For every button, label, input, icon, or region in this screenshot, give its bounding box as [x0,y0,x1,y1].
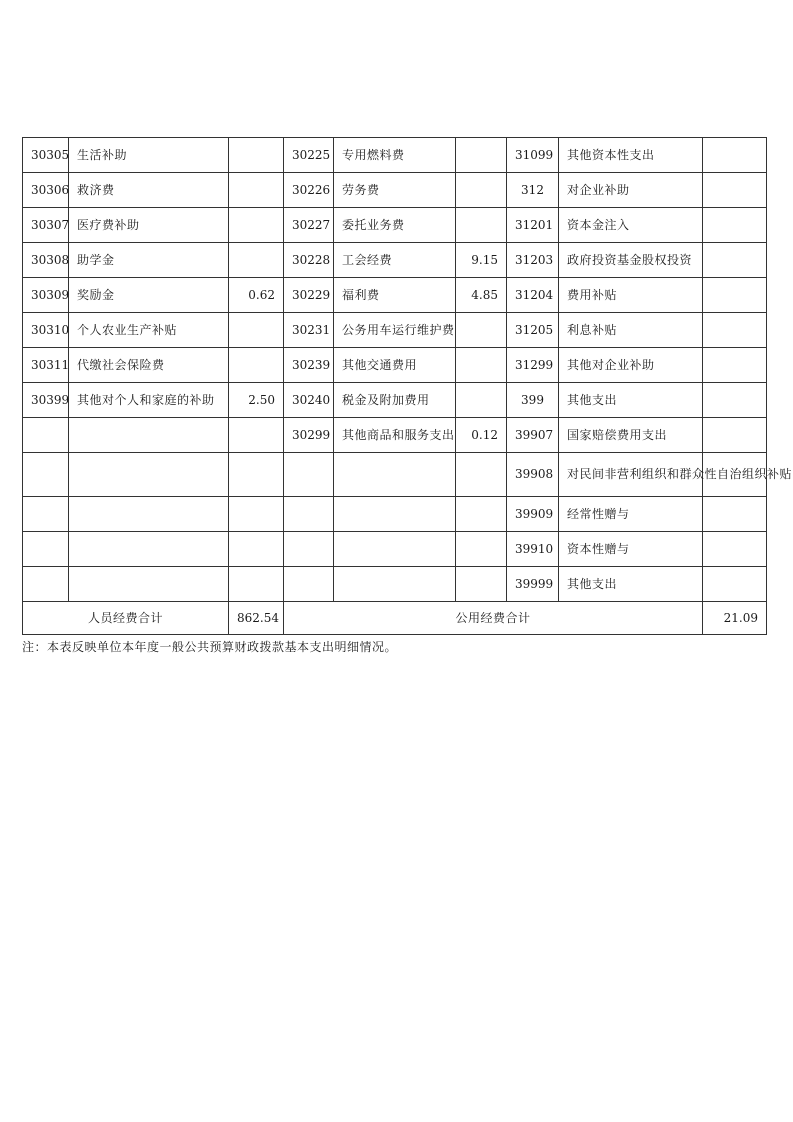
table-row [23,383,767,418]
code-1-cell: 30311 [23,348,69,383]
amount-1-cell [229,497,284,532]
name-2-cell: 劳务费 [334,173,456,208]
name-2-cell: 专用燃料费 [334,138,456,173]
amount-1-cell [229,418,284,453]
table-row [23,173,767,208]
expenditure-detail-table [22,137,793,635]
amount-3-cell [703,567,767,602]
amount-2-cell [456,173,507,208]
name-2-cell [334,532,456,567]
amount-1-cell: 2.50 [229,383,284,418]
name-2-cell: 税金及附加费用 [334,383,456,418]
code-3-cell: 31205 [507,313,559,348]
code-1-cell: 30310 [23,313,69,348]
name-3-cell: 利息补贴 [559,313,703,348]
code-1-cell [23,567,69,602]
code-1-cell: 30399 [23,383,69,418]
table-body [23,138,793,602]
amount-1-cell [229,208,284,243]
amount-3-cell [703,243,767,278]
code-1-cell: 30305 [23,138,69,173]
name-1-cell: 代缴社会保险费 [69,348,229,383]
table-row [23,208,767,243]
amount-1-cell [229,453,284,497]
code-2-cell: 30228 [284,243,334,278]
code-3-cell: 39909 [507,497,559,532]
name-1-cell: 助学金 [69,243,229,278]
amount-1-cell: 0.62 [229,278,284,313]
table-row [23,453,767,497]
name-1-cell [69,567,229,602]
amount-2-cell [456,313,507,348]
code-1-cell: 30306 [23,173,69,208]
code-1-cell: 30309 [23,278,69,313]
table-row [23,348,767,383]
amount-2-cell [456,532,507,567]
amount-1-cell [229,173,284,208]
amount-3-cell [703,173,767,208]
code-1-cell [23,418,69,453]
code-2-cell: 30225 [284,138,334,173]
code-2-cell: 30240 [284,383,334,418]
code-2-cell: 30227 [284,208,334,243]
name-3-cell: 其他对企业补助 [559,348,703,383]
code-2-cell: 30229 [284,278,334,313]
amount-3-cell [703,138,767,173]
code-2-cell: 30231 [284,313,334,348]
code-3-cell: 31204 [507,278,559,313]
name-3-cell: 经常性赠与 [559,497,703,532]
amount-2-cell [456,453,507,497]
code-2-cell: 30299 [284,418,334,453]
table-row [23,418,767,453]
amount-3-cell [703,313,767,348]
name-2-cell [334,497,456,532]
amount-1-cell [229,138,284,173]
personnel-total-value: 862.54 [229,602,284,635]
name-2-cell: 委托业务费 [334,208,456,243]
amount-2-cell [456,567,507,602]
table-note: 注：本表反映单位本年度一般公共预算财政拨款基本支出明细情况。 [22,640,398,654]
name-1-cell [69,418,229,453]
code-3-cell: 31203 [507,243,559,278]
amount-3-cell [703,418,767,453]
personnel-total-label: 人员经费合计 [23,602,229,635]
name-3-cell: 对民间非营利组织和群众性自治组织补贴 [559,453,703,497]
amount-1-cell [229,348,284,383]
name-3-cell: 资本性赠与 [559,532,703,567]
name-3-cell: 其他支出 [559,383,703,418]
code-3-cell: 39910 [507,532,559,567]
amount-2-cell [456,383,507,418]
code-3-cell: 312 [507,173,559,208]
name-1-cell: 医疗费补助 [69,208,229,243]
table-row [23,532,767,567]
amount-2-cell: 4.85 [456,278,507,313]
table-row [23,138,767,173]
code-3-cell: 399 [507,383,559,418]
code-1-cell [23,497,69,532]
code-2-cell: 30226 [284,173,334,208]
table-row [23,278,767,313]
name-2-cell: 工会经费 [334,243,456,278]
name-3-cell: 政府投资基金股权投资 [559,243,703,278]
code-3-cell: 31201 [507,208,559,243]
name-1-cell: 其他对个人和家庭的补助 [69,383,229,418]
table-row [23,243,767,278]
name-2-cell [334,453,456,497]
amount-2-cell [456,497,507,532]
public-total-label: 公用经费合计 [284,602,703,635]
name-3-cell: 费用补贴 [559,278,703,313]
name-2-cell: 公务用车运行维护费 [334,313,456,348]
name-3-cell: 国家赔偿费用支出 [559,418,703,453]
amount-1-cell [229,313,284,348]
code-1-cell: 30307 [23,208,69,243]
amount-1-cell [229,532,284,567]
name-3-cell: 其他支出 [559,567,703,602]
table-row [23,313,767,348]
amount-2-cell [456,348,507,383]
code-3-cell: 31099 [507,138,559,173]
code-3-cell: 39907 [507,418,559,453]
table-row [23,497,767,532]
name-1-cell: 生活补助 [69,138,229,173]
name-1-cell [69,453,229,497]
amount-3-cell [703,278,767,313]
name-2-cell: 福利费 [334,278,456,313]
amount-2-cell [456,138,507,173]
amount-2-cell: 0.12 [456,418,507,453]
totals-row [23,602,767,635]
code-2-cell [284,497,334,532]
name-1-cell [69,497,229,532]
public-total-value: 21.09 [703,602,767,635]
name-1-cell [69,532,229,567]
name-1-cell: 救济费 [69,173,229,208]
amount-3-cell [703,383,767,418]
code-1-cell [23,453,69,497]
amount-3-cell [703,532,767,567]
code-3-cell: 31299 [507,348,559,383]
name-3-cell: 对企业补助 [559,173,703,208]
code-1-cell [23,532,69,567]
amount-3-cell [703,208,767,243]
code-2-cell [284,532,334,567]
amount-1-cell [229,567,284,602]
name-1-cell: 奖励金 [69,278,229,313]
code-2-cell: 30239 [284,348,334,383]
amount-3-cell [703,497,767,532]
amount-2-cell: 9.15 [456,243,507,278]
table-row [23,567,767,602]
amount-3-cell [703,348,767,383]
amount-2-cell [456,208,507,243]
name-3-cell: 资本金注入 [559,208,703,243]
code-1-cell: 30308 [23,243,69,278]
name-2-cell: 其他交通费用 [334,348,456,383]
name-2-cell: 其他商品和服务支出 [334,418,456,453]
code-2-cell [284,567,334,602]
name-1-cell: 个人农业生产补贴 [69,313,229,348]
code-3-cell: 39908 [507,453,559,497]
code-3-cell: 39999 [507,567,559,602]
name-3-cell: 其他资本性支出 [559,138,703,173]
amount-1-cell [229,243,284,278]
name-2-cell [334,567,456,602]
code-2-cell [284,453,334,497]
